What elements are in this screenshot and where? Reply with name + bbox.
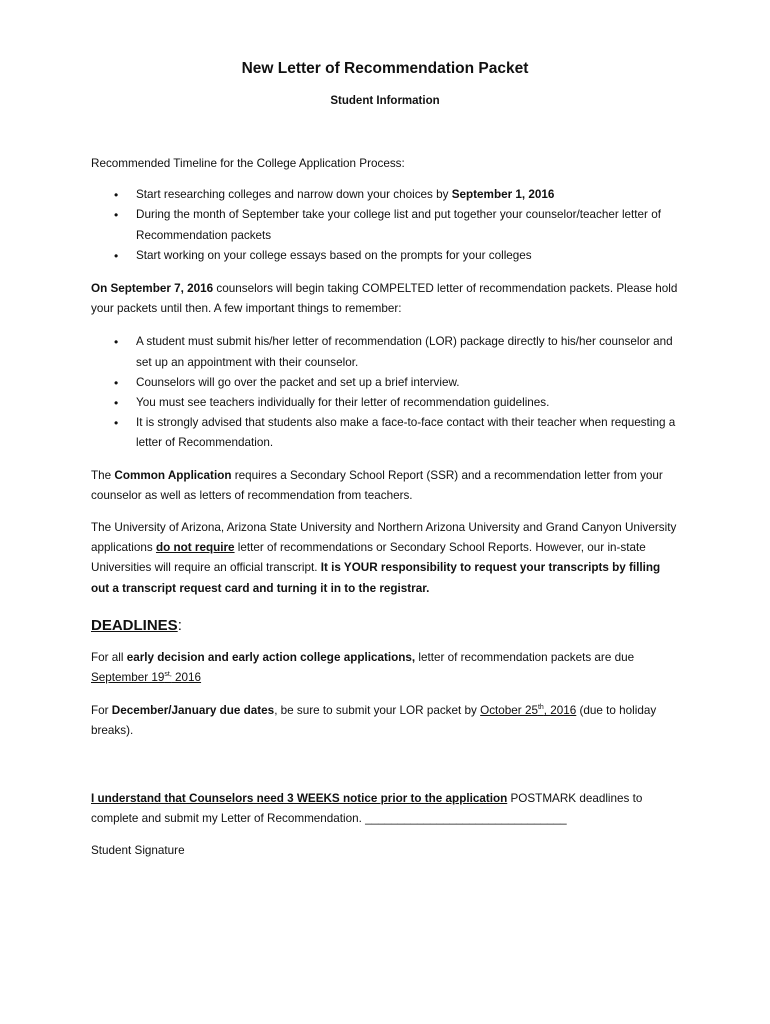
list-item: • Start working on your college essays based on the prompts for your colleges [91,246,681,266]
list-item: • Counselors will go over the packet and set up a brief interview. [91,373,681,393]
list-item: • During the month of September take your college list and put together your counselor/teacher letter of Recommendation packets [91,205,681,245]
document-body [91,154,681,861]
list-item: • Start researching colleges and narrow down your choices by September 1, 2016 [91,185,681,205]
early-deadline-paragraph: For all early decision and early action college applications, letter of recommendation packets are due September $19^{st,}$ 2016 [91,650,635,685]
page-subtitle: Student Information [330,95,440,107]
collection-paragraph: On September 7, 2016 counselors will begin taking COMPELTED letter of recommendation packets. Please hold your packets until then. A few important things to remember: [91,282,678,316]
list-item: • A student must submit his/her letter of recommendation (LOR) package directly to his/her counselor and set up an appointment with their counselor. [91,332,681,372]
acknowledgement-paragraph: I understand that Counselors need 3 WEEKS notice prior to the application POSTMARK deadlines to complete and submit my Letter of Recommendation. _______________________________ [91,791,643,825]
early-deadline-date: September $19^{st,}$ 2016 [91,671,202,685]
signature-label: Student Signature [91,844,185,858]
list-item: • You must see teachers individually for their letter of recommendation guidelines. [91,393,681,413]
reminders-list [91,332,681,453]
timeline-intro: Recommended Timeline for the College Application Process: [91,157,405,170]
common-app-paragraph: The Common Application requires a Secondary School Report (SSR) and a recommendation letter from your counselor as well as letters of recommendation from teachers. [91,468,663,502]
timeline-list [91,185,681,266]
deadlines-heading: DEADLINES: [91,616,182,634]
signature-line: _______________________________ [365,811,567,825]
december-deadline-paragraph: For December/January due dates, be sure to submit your LOR packet by October 25th, 2016 (due to holiday breaks). [91,704,657,738]
arizona-paragraph: The University of Arizona, Arizona State University and Northern Arizona University and Grand Canyon University applications do not require letter of recommendations or Secondary School Reports. However, our in-state Universities will require an official transcript. It is YOUR responsibility to request your transcripts by filling out a transcript request card and turning it in to the registrar. [91,521,677,595]
december-deadline-date: October 25th, 2016 [480,704,577,718]
list-item: • It is strongly advised that students also make a face-to-face contact with their teacher when requesting a letter of Recommendation. [91,413,681,453]
page-title: New Letter of Recommendation Packet [241,60,529,77]
